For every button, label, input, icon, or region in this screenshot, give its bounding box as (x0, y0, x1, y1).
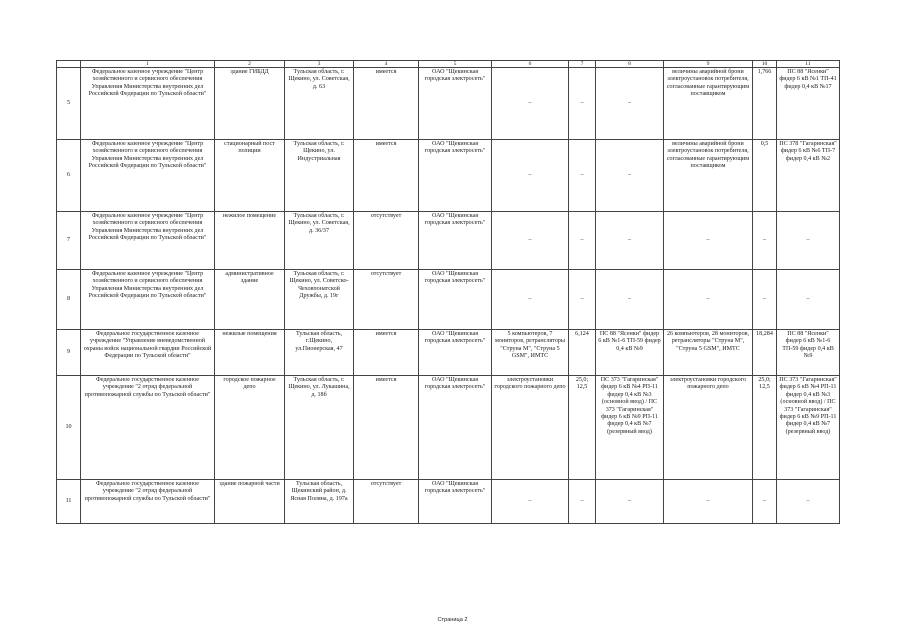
availability-cell: имеется (354, 68, 419, 140)
reserve-power-cell: 18,284 (753, 330, 777, 376)
address-cell: Тульская область, г. Щекино, ул. Индустриальная (285, 140, 354, 212)
address-cell: Тульская область, г. Щекино, ул. Лукашина, д. 18б (285, 376, 354, 480)
supplier-cell: ОАО "Щекинская городская электросеть" (419, 330, 492, 376)
header-row (57, 61, 840, 68)
reserve-power-cell: – (753, 480, 777, 524)
equipment-cell: – (492, 212, 569, 270)
reserve-equipment-cell: – (664, 480, 753, 524)
power-cell: 25,0; 12,5 (569, 376, 596, 480)
reserve-power-cell: 25,0; 12,5 (753, 376, 777, 480)
row-number: 10 (57, 376, 81, 480)
availability-cell: имеется (354, 376, 419, 480)
document-sheet (56, 60, 840, 524)
feeder-cell: – (596, 140, 664, 212)
availability-cell: отсутствует (354, 480, 419, 524)
reserve-power-cell: – (753, 270, 777, 330)
power-cell: 6,124 (569, 330, 596, 376)
header-cell: 2 (215, 61, 285, 68)
header-cell: 8 (596, 61, 664, 68)
equipment-cell: – (492, 480, 569, 524)
supplier-cell: ОАО "Щекинская городская электросеть" (419, 270, 492, 330)
organization-cell: Федеральное государственное казенное учреждение "2 отряд федеральной противопожарной службы по Тульской области" (81, 376, 215, 480)
table-row (57, 68, 840, 140)
feeder-cell: ПС 88 "Ясенки" фидер 6 кВ №1-6 ТП-59 фидер 0,4 кВ №9 (596, 330, 664, 376)
availability-cell: отсутствует (354, 270, 419, 330)
header-cell: 5 (419, 61, 492, 68)
organization-cell: Федеральное государственное казенное учреждение "Управление вневедомственной охраны войск национальной гвардии Российской Федерации по Тульской области" (81, 330, 215, 376)
row-number: 7 (57, 212, 81, 270)
object-cell: нежилое помещение (215, 212, 285, 270)
feeder-cell: – (596, 480, 664, 524)
object-cell: здание пожарной части (215, 480, 285, 524)
reserve-feeder-cell: – (777, 270, 840, 330)
header-cell: 1 (81, 61, 215, 68)
equipment-cell: – (492, 68, 569, 140)
reserve-equipment-cell: – (664, 212, 753, 270)
power-cell: – (569, 480, 596, 524)
address-cell: Тульская область, Щекинский район, д. Ясная Поляна, д. 197а (285, 480, 354, 524)
supplier-cell: ОАО "Щекинская городская электросеть" (419, 212, 492, 270)
power-cell: – (569, 212, 596, 270)
reserve-power-cell: 1,766 (753, 68, 777, 140)
address-cell: Тульская область, г.Щекино, ул.Пионерская, 47 (285, 330, 354, 376)
equipment-cell: – (492, 140, 569, 212)
reserve-equipment-cell: электроустановки городского пожарного депо (664, 376, 753, 480)
header-cell-blank (57, 61, 81, 68)
row-number: 11 (57, 480, 81, 524)
supplier-cell: ОАО "Щекинская городская электросеть" (419, 480, 492, 524)
row-number: 8 (57, 270, 81, 330)
object-cell: административное здание (215, 270, 285, 330)
reserve-feeder-cell: ПС 373 "Гагаринская" фидер 6 кВ №4 РП-11 фидер 0,4 кВ №3 (основной ввод) / ПС 373 "Гагаринская" фидер 6 кВ №9 РП-11 фидер 0,4 кВ №7 (резервный ввод) (777, 376, 840, 480)
power-cell: – (569, 140, 596, 212)
header-cell: 7 (569, 61, 596, 68)
power-supply-table (56, 60, 840, 524)
table-row (57, 212, 840, 270)
reserve-feeder-cell: – (777, 480, 840, 524)
availability-cell: имеется (354, 140, 419, 212)
reserve-feeder-cell: ПС 378 "Гагаринская" фидер 6 кВ №6 ТП-7 фидер 0,4 кВ №2 (777, 140, 840, 212)
organization-cell: Федеральное казенное учреждение "Центр хозяйственного и сервисного обеспечения Управления Министерства внутренних дел Российской Федерации по Тульской области" (81, 212, 215, 270)
feeder-cell: ПС 373 "Гагаринская" фидер 6 кВ №4 РП-11 фидер 0,4 кВ №3 (основной ввод) / ПС 373 "Гагаринская" фидер 6 кВ №9 РП-11 фидер 0,4 кВ №7 (резервный ввод) (596, 376, 664, 480)
feeder-cell: – (596, 270, 664, 330)
table-row (57, 270, 840, 330)
table-row (57, 140, 840, 212)
organization-cell: Федеральное казенное учреждение "Центр хозяйственного и сервисного обеспечения Управления Министерства внутренних дел Российской Федерации по Тульской области" (81, 270, 215, 330)
object-cell: стационарный пост полиции (215, 140, 285, 212)
feeder-cell: – (596, 212, 664, 270)
reserve-power-cell: – (753, 212, 777, 270)
reserve-feeder-cell: ПС 88 "Ясенки" фидер 6 кВ №1 ТП-41 фидер 0,4 кВ №17 (777, 68, 840, 140)
reserve-equipment-cell: величины аварийной брони электроустановок потребителя, согласованные гарантирующим поставщиком (664, 68, 753, 140)
availability-cell: имеется (354, 330, 419, 376)
address-cell: Тульская область, г. Щекино, ул. Советско-Чеховпонатской Дружбы, д. 19г (285, 270, 354, 330)
supplier-cell: ОАО "Щекинская городская электросеть" (419, 140, 492, 212)
header-cell: 6 (492, 61, 569, 68)
equipment-cell: электроустановки городского пожарного депо (492, 376, 569, 480)
header-cell: 4 (354, 61, 419, 68)
availability-cell: отсутствует (354, 212, 419, 270)
header-cell: 11 (777, 61, 840, 68)
organization-cell: Федеральное государственное казенное учреждение "2 отряд федеральной противопожарной службы по Тульской области" (81, 480, 215, 524)
object-cell: здание ГИБДД (215, 68, 285, 140)
reserve-power-cell: 0,5 (753, 140, 777, 212)
reserve-equipment-cell: – (664, 270, 753, 330)
table-row (57, 480, 840, 524)
table-row (57, 376, 840, 480)
header-cell: 10 (753, 61, 777, 68)
reserve-equipment-cell: 26 компьютеров, 28 мониторов, ретрансляторы "Струна М", "Струна 5 GSM", ИМТС (664, 330, 753, 376)
supplier-cell: ОАО "Щекинская городская электросеть" (419, 68, 492, 140)
organization-cell: Федеральное казенное учреждение "Центр хозяйственного и сервисного обеспечения Управления Министерства внутренних дел Российской Федерации по Тульской области" (81, 68, 215, 140)
power-cell: – (569, 270, 596, 330)
object-cell: городское пожарное депо (215, 376, 285, 480)
equipment-cell: 5 компьютеров, 7 мониторов, ретрансляторы "Струна М", "Струна 5 GSM", ИМТС (492, 330, 569, 376)
address-cell: Тульская область, г. Щекино, ул. Советская, д. 36/37 (285, 212, 354, 270)
reserve-feeder-cell: ПС 88 "Ясенки" фидер 6 кВ №1-6 ТП-59 фидер 0,4 кВ №9 (777, 330, 840, 376)
table-row (57, 330, 840, 376)
header-cell: 9 (664, 61, 753, 68)
row-number: 9 (57, 330, 81, 376)
row-number: 6 (57, 140, 81, 212)
power-cell: – (569, 68, 596, 140)
organization-cell: Федеральное казенное учреждение "Центр хозяйственного и сервисного обеспечения Управления Министерства внутренних дел Российской Федерации по Тульской области" (81, 140, 215, 212)
equipment-cell: – (492, 270, 569, 330)
row-number: 5 (57, 68, 81, 140)
supplier-cell: ОАО "Щекинская городская электросеть" (419, 376, 492, 480)
page-number: Страница 2 (437, 617, 468, 623)
object-cell: нежилые помещения (215, 330, 285, 376)
address-cell: Тульская область, г. Щекино, ул. Советская, д. 63 (285, 68, 354, 140)
reserve-equipment-cell: величины аварийной брони электроустановок потребителя, согласованные гарантирующим поставщиком (664, 140, 753, 212)
reserve-feeder-cell: – (777, 212, 840, 270)
header-cell: 3 (285, 61, 354, 68)
feeder-cell: – (596, 68, 664, 140)
